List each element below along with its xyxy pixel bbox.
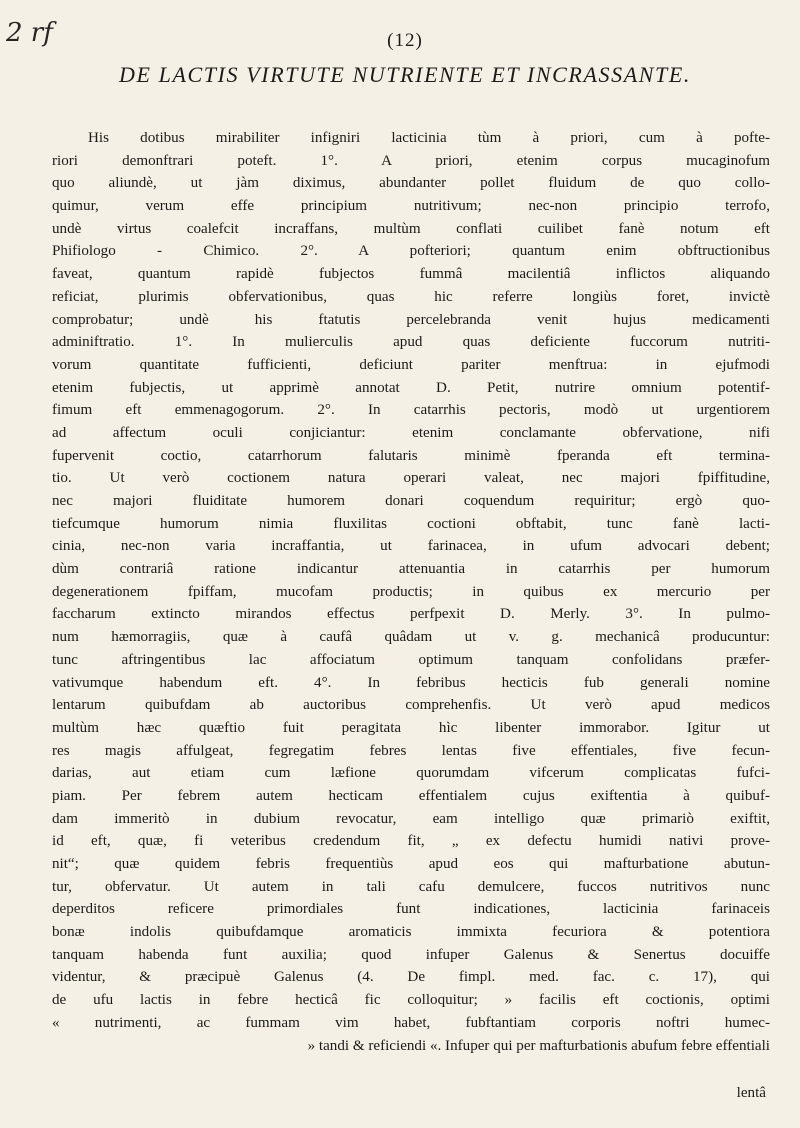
text-line: adminiftratio. 1°. In mulierculis apud quas deficiente fuccorum nutriti- xyxy=(52,334,770,351)
text-line: tiefcumque humorum nimia fluxilitas coctioni obftabit, tunc fanè lacti- xyxy=(52,515,770,532)
text-line: quo aliundè, ut jàm diximus, abundanter pollet fluidum de quo collo- xyxy=(52,175,770,192)
handwritten-mark: 2 rf xyxy=(6,18,53,48)
text-line: tunc aftringentibus lac affociatum optimum tanquam confolidans præfer- xyxy=(52,651,770,668)
text-line: vativumque habendum eft. 4°. In febribus hecticis fub generali nomine xyxy=(52,674,770,691)
text-line: num hæmorragiis, quæ à caufâ quâdam ut v. g. mechanicâ producuntur: xyxy=(52,629,770,646)
catchword: lentâ xyxy=(736,1085,766,1101)
text-line: faccharum extincto mirandos effectus perfpexit D. Merly. 3°. In pulmo- xyxy=(52,606,770,623)
text-line: fimum eft emmenagogorum. 2°. In catarrhis pectoris, modò ut urgentiorem xyxy=(52,402,770,419)
text-line: bonæ indolis quibufdamque aromaticis immixta fecuriora & potentiora xyxy=(52,924,770,941)
text-line: » tandi & reficiendi «. Infuper qui per mafturbationis abufum febre effentiali xyxy=(307,1037,770,1054)
text-line: etenim fubjectis, ut apprimè annotat D. Petit, nutrire omnium potentif- xyxy=(52,379,770,396)
text-line: faveat, quantum rapidè fubjectos fummâ macilentiâ inflictos aliquando xyxy=(52,266,770,283)
text-line: nit“; quæ quidem febris frequentiùs apud eos qui mafturbatione abutun- xyxy=(52,856,770,872)
text-line: dùm contrariâ ratione indicantur attenuantia in catarrhis per humorum xyxy=(52,561,770,578)
body-text xyxy=(52,127,770,1057)
text-line: undè virtus coalefcit incraffans, multùm conflati cuilibet fanè notum eft xyxy=(52,220,770,237)
text-line: videntur, & præcipuè Galenus (4. De fimpl. med. fac. c. 17), qui xyxy=(52,969,770,986)
text-line: piam. Per febrem autem hecticam effentialem cujus exiftentia à quibuf- xyxy=(52,787,770,804)
text-line: vorum quantitate fufficienti, deficiunt pariter menftrua: in ejufmodi xyxy=(52,356,770,373)
text-line: tur, obfervatur. Ut autem in tali cafu demulcere, fuccos nutritivos nunc xyxy=(52,878,770,895)
text-line: cinia, nec-non varia incraffantia, ut farinacea, in ufum advocari debent; xyxy=(52,538,770,555)
text-line: deperditos reficere primordiales funt indicationes, lacticinia farinaceis xyxy=(52,901,770,918)
text-line: nec majori fluiditate humorem donari coquendum requiritur; ergò quo- xyxy=(52,493,770,509)
text-line: id eft, quæ, fi veteribus credendum fit, „ ex defectu humidi nativi prove- xyxy=(52,833,770,850)
text-line: darias, aut etiam cum læfione quorumdam vifcerum complicatas fufci- xyxy=(52,765,770,782)
page-heading: DE LACTIS VIRTUTE NUTRIENTE ET INCRASSANTE. xyxy=(119,62,691,87)
text-line: fupervenit coctio, catarrhorum falutaris minimè fperanda eft termina- xyxy=(52,447,770,464)
text-line: tio. Ut verò coctionem natura operari valeat, nec majori fpiffitudine, xyxy=(52,470,770,487)
text-line: res magis affulgeat, fegregatim febres lentas five effentiales, five fecun- xyxy=(52,742,770,759)
text-line: tanquam habenda funt auxilia; quod infuper Galenus & Senertus docuiffe xyxy=(52,946,770,963)
text-line: comprobatur; undè his ftatutis percelebranda venit hujus medicamenti xyxy=(52,311,770,328)
text-line: dam immeritò in dubium revocatur, eam intelligo quæ primariò exiftit, xyxy=(52,810,770,827)
text-line: Phifiologo - Chimico. 2°. A pofteriori; quantum enim obftructionibus xyxy=(52,243,770,260)
text-line: de ufu lactis in febre hecticâ fic colloquitur; » facilis eft coctionis, optimi xyxy=(52,992,770,1009)
text-line: degenerationem fpiffam, mucofam productis; in quibus ex mercurio per xyxy=(52,583,770,600)
text-line: multùm hæc quæftio fuit peragitata hìc libenter immorabor. Igitur ut xyxy=(52,719,770,736)
text-line: « nutrimenti, ac fummam vim habet, fubftantiam corporis noftri humec- xyxy=(52,1014,770,1031)
page-number: (12) xyxy=(387,30,423,51)
text-line: His dotibus mirabiliter infigniri lacticinia tùm à priori, cum à pofte- xyxy=(88,130,770,146)
text-line: reficiat, plurimis obfervationibus, quas hic referre longiùs foret, invictè xyxy=(52,288,770,305)
text-line: lentarum quibufdam ab auctoribus comprehenfis. Ut verò apud medicos xyxy=(52,697,770,714)
text-line: ad affectum oculi conjiciantur: etenim conclamante obfervatione, nifi xyxy=(52,424,770,441)
text-line: riori demonftrari poteft. 1°. A priori, etenim corpus mucaginofum xyxy=(52,152,770,169)
text-line: quimur, verum effe principium nutritivum; nec-non principio terrofo, xyxy=(52,198,770,215)
